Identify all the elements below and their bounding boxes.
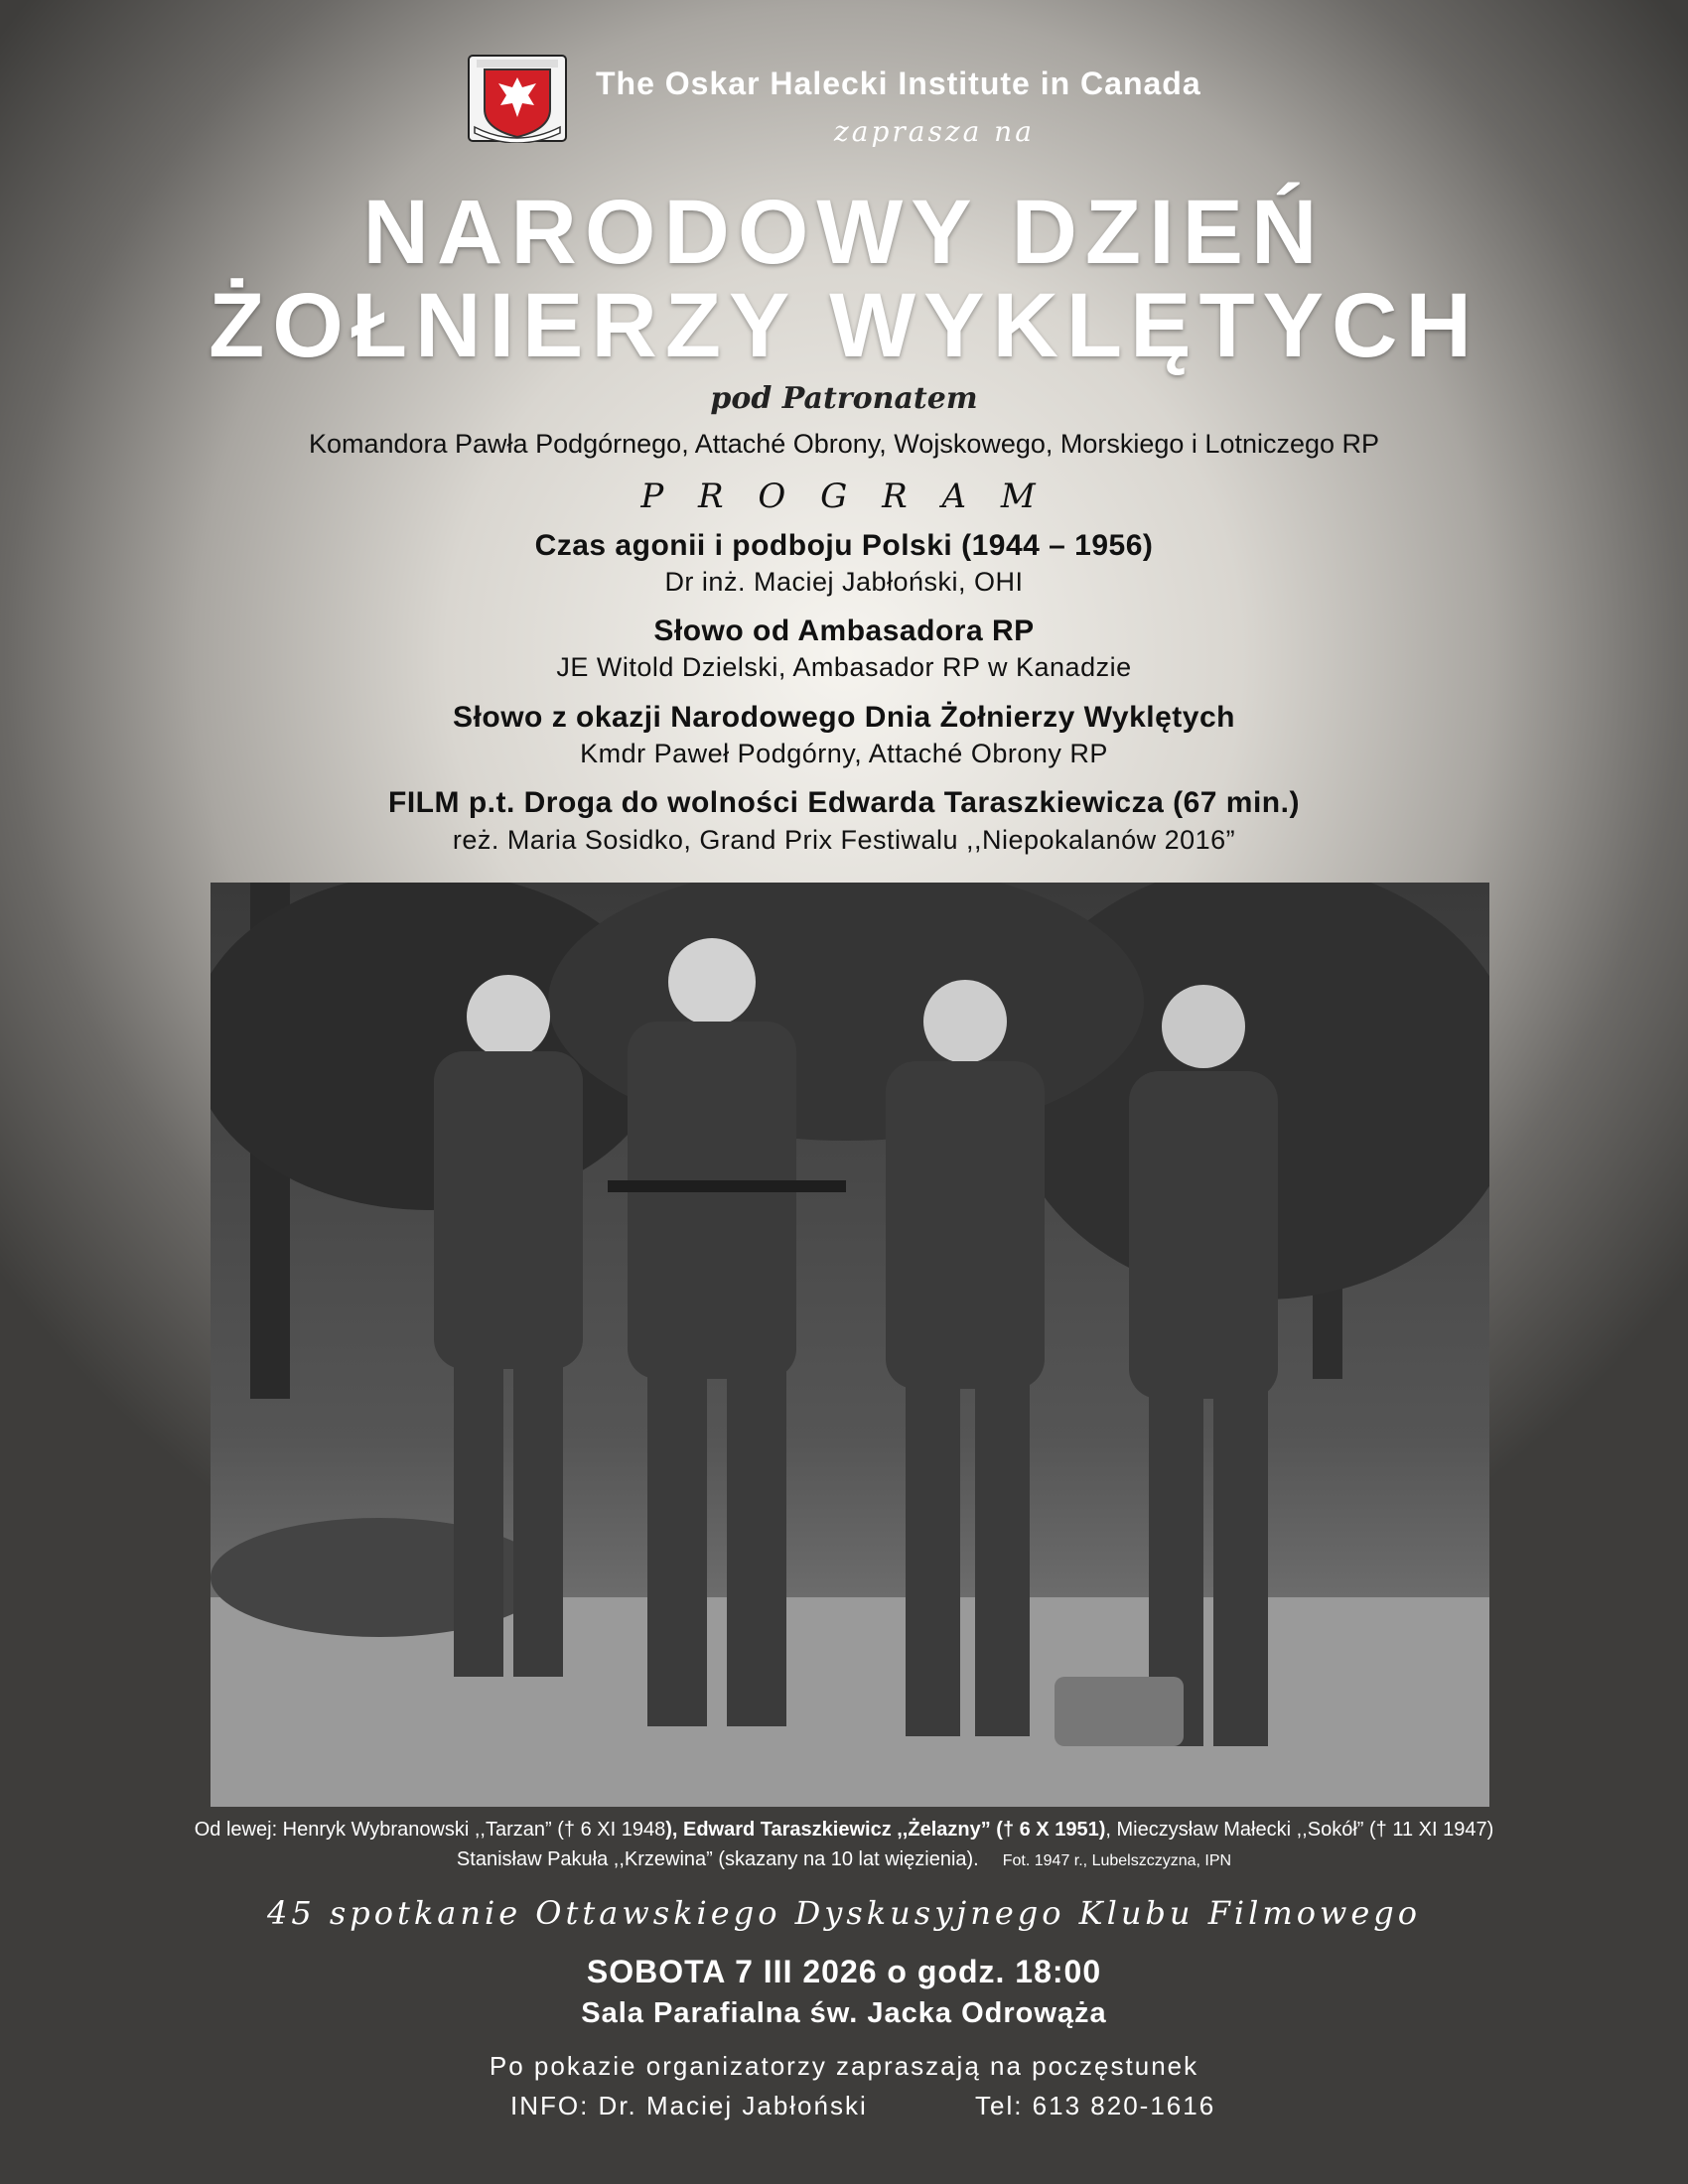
photo-caption-line-1 — [0, 1819, 1688, 1842]
program-item-subtitle: reż. Maria Sosidko, Grand Prix Festiwalu ,,Niepokalanów 2016” — [452, 825, 1236, 855]
contact-phone: Tel: 613 820-1616 — [975, 2091, 1216, 2120]
event-place: Sala Parafialna św. Jacka Odrowąża — [581, 1997, 1107, 2029]
program-item-title: Słowo z okazji Narodowego Dnia Żołnierzy Wyklętych — [453, 701, 1235, 734]
program-item-title: Czas agonii i podboju Polski (1944 – 1956) — [534, 529, 1154, 562]
program-item-title: FILM p.t. Droga do wolności Edwarda Taraszkiewicza (67 min.) — [388, 786, 1300, 819]
eagle-shield-logo-icon — [467, 54, 568, 143]
photo-caption-line-2 — [0, 1848, 1688, 1871]
photo-source: Fot. 1947 r., Lubelszczyzna, IPN — [1002, 1852, 1232, 1869]
program-heading: P R O G R A M — [640, 477, 1048, 516]
caption-part-2: ), Edward Taraszkiewicz ,,Żelazny” († 6 X 1951) — [665, 1819, 1106, 1841]
page-title-line-2: ŻOŁNIERZY WYKLĘTYCH — [209, 275, 1479, 376]
caption-part-3: , Mieczysław Małecki ,,Sokół” († 11 XI 1947) — [1105, 1819, 1494, 1841]
club-meeting: 45 spotkanie Ottawskiego Dyskusyjnego Klubu Filmowego — [266, 1894, 1422, 1932]
contact-info: INFO: Dr. Maciej Jabłoński — [510, 2091, 868, 2120]
patronage-label: pod Patronatem — [710, 381, 978, 416]
page-title-line-1: NARODOWY DZIEŃ — [362, 182, 1326, 283]
program-item-subtitle: Kmdr Paweł Podgórny, Attaché Obrony RP — [580, 739, 1108, 768]
reception-note: Po pokazie organizatorzy zapraszają na poczęstunek — [489, 2051, 1199, 2081]
patronage-name: Komandora Pawła Podgórnego, Attaché Obrony, Wojskowego, Morskiego i Lotniczego RP — [308, 429, 1380, 459]
program-item-subtitle: JE Witold Dzielski, Ambasador RP w Kanadzie — [556, 652, 1132, 682]
program-item-subtitle: Dr inż. Maciej Jabłoński, OHI — [664, 567, 1024, 597]
historical-photo — [211, 883, 1489, 1807]
invite-text: zaprasza na — [834, 115, 1035, 148]
program-item-title: Słowo od Ambasadora RP — [653, 614, 1035, 647]
caption-part-1: Od lewej: Henryk Wybranowski ,,Tarzan” († 6 XI 1948 — [194, 1819, 666, 1841]
caption-line-2-text: Stanisław Pakuła ,,Krzewina” (skazany na 10 lat więzienia). — [456, 1848, 979, 1870]
event-date: SOBOTA 7 III 2026 o godz. 18:00 — [586, 1954, 1102, 1989]
organization-name: The Oskar Halecki Institute in Canada — [596, 66, 1201, 101]
